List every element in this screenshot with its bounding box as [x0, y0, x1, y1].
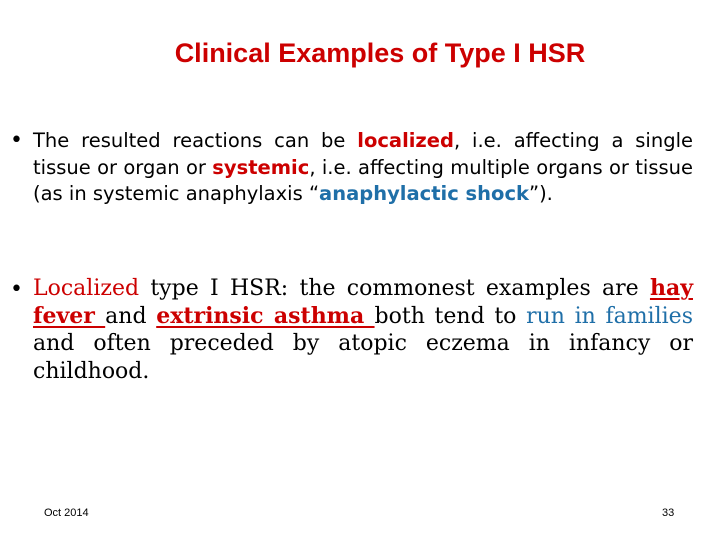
bullet2-text-4: and often preceded by atopic eczema in infancy or childhood. [33, 331, 693, 384]
slide-title: Clinical Examples of Type I HSR [174, 38, 586, 68]
bullet1-text-3: , i.e. affecting multiple organs or tissue (as in systemic anaphylaxis “ [33, 155, 693, 205]
footer-page-number: 33 [662, 507, 675, 519]
keyword-anaphylactic-shock: anaphylactic shock [319, 182, 529, 205]
bullet2-text-1: type I HSR: the commonest examples are [139, 276, 650, 301]
bullet2-text-3: both tend to [374, 303, 527, 329]
bullet1-text-4: ”). [528, 182, 553, 205]
bullet-paragraph-2 [33, 275, 693, 385]
keyword-run-in-families: run in families [526, 303, 693, 329]
keyword-localized: localized [357, 129, 454, 152]
footer-date: Oct 2014 [44, 507, 89, 519]
bullet-marker-1: • [10, 128, 23, 153]
keyword-systemic: systemic [212, 155, 310, 179]
bullet1-text-1: The resulted reactions can be [33, 129, 358, 152]
keyword-extrinsic-asthma: extrinsic asthma [156, 302, 375, 329]
bullet2-text-2: and [105, 303, 157, 329]
bullet1-text-2: , i.e. affecting a single tissue or organ or [33, 129, 693, 179]
bullet-paragraph-1 [33, 128, 693, 208]
keyword-localized-type: Localized [33, 276, 140, 301]
keyword-hay-fever: hay fever [33, 275, 693, 329]
bullet-marker-2: • [10, 277, 23, 302]
